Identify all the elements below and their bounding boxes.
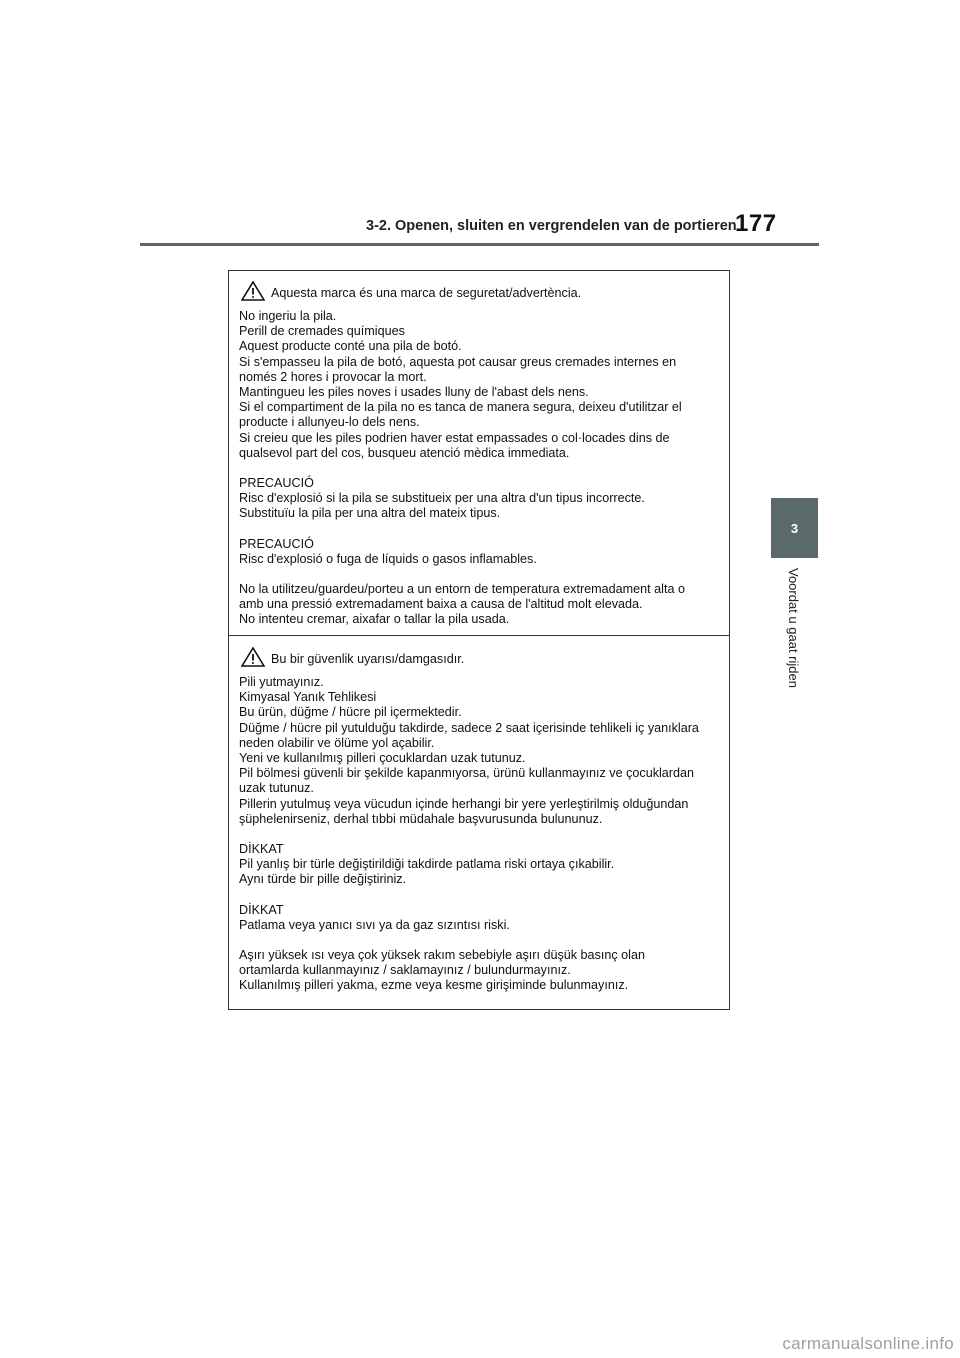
warning-paragraph bbox=[239, 476, 721, 522]
warning-line: Aşırı yüksek ısı veya çok yüksek rakım sebebiyle aşırı düşük basınç olan bbox=[239, 948, 645, 963]
warning-line: qualsevol part del cos, busqueu atenció mèdica immediata. bbox=[239, 445, 570, 460]
warning-triangle-icon bbox=[241, 647, 265, 667]
warning-paragraph bbox=[239, 537, 721, 567]
warning-line: Pili yutmayınız. bbox=[239, 675, 324, 689]
warning-line: Pil bölmesi güvenli bir şekilde kapanmıyorsa, ürünü kullanmayınız ve çocuklardan bbox=[239, 766, 694, 781]
warning-heading bbox=[239, 637, 721, 667]
warning-line: PRECAUCIÓ bbox=[239, 476, 314, 491]
warning-line: només 2 hores i provocar la mort. bbox=[239, 369, 427, 384]
section-title: 3-2. Openen, sluiten en vergrendelen van de portieren bbox=[366, 218, 737, 234]
warning-line: PRECAUCIÓ bbox=[239, 536, 314, 551]
warning-paragraph bbox=[239, 309, 721, 461]
watermark: carmanualsonline.info bbox=[782, 1334, 954, 1353]
warning-line: Pillerin yutulmuş veya vücudun içinde herhangi bir yere yerleştirilmiş olduğundan bbox=[239, 796, 689, 811]
warning-paragraph bbox=[239, 675, 721, 827]
warning-line: Yeni ve kullanılmış pilleri çocuklardan uzak tutunuz. bbox=[239, 751, 526, 766]
warning-line: Perill de cremades químiques bbox=[239, 324, 405, 339]
warning-heading-text: Bu bir güvenlik uyarısı/damgasıdır. bbox=[271, 652, 465, 666]
warning-line: Substituïu la pila per una altra del mateix tipus. bbox=[239, 506, 501, 521]
warning-line: No ingeriu la pila. bbox=[239, 309, 337, 323]
warning-line: Si s'empasseu la pila de botó, aquesta pot causar greus cremades internes en bbox=[239, 354, 677, 369]
warning-paragraph bbox=[239, 582, 721, 628]
chapter-tab: 3 bbox=[771, 498, 818, 558]
page-number: 177 bbox=[735, 210, 777, 237]
warning-triangle-icon bbox=[241, 281, 265, 301]
warning-line: Risc d'explosió si la pila se substitueix per una altra d'un tipus incorrecte. bbox=[239, 491, 645, 506]
header-rule bbox=[140, 243, 819, 246]
warning-line: ortamlarda kullanmayınız / saklamayınız / bulundurmayınız. bbox=[239, 963, 571, 978]
chapter-label: Voordat u gaat rijden bbox=[786, 568, 801, 688]
warning-line: amb una pressió extremadament baixa a causa de l'altitud molt elevada. bbox=[239, 597, 643, 612]
warning-heading-text: Aquesta marca és una marca de seguretat/advertència. bbox=[271, 286, 582, 300]
warning-line: Pil yanlış bir türle değiştirildiği takdirde patlama riski ortaya çıkabilir. bbox=[239, 857, 615, 872]
warning-paragraph bbox=[239, 903, 721, 933]
warning-paragraph bbox=[239, 842, 721, 888]
warning-line: DİKKAT bbox=[239, 902, 284, 917]
warning-line: Mantingueu les piles noves i usades lluny de l'abast dels nens. bbox=[239, 385, 589, 400]
warning-line: Aynı türde bir pille değiştiriniz. bbox=[239, 872, 407, 887]
warning-line: Düğme / hücre pil yutulduğu takdirde, sadece 2 saat içerisinde tehlikeli iç yanıklara bbox=[239, 720, 699, 735]
warning-section-turkish bbox=[229, 637, 729, 1009]
warning-line: Kullanılmış pilleri yakma, ezme veya kesme girişiminde bulunmayınız. bbox=[239, 978, 629, 993]
warning-line: No intenteu cremar, aixafar o tallar la pila usada. bbox=[239, 612, 510, 627]
page-header bbox=[0, 0, 960, 250]
warning-line: Aquest producte conté una pila de botó. bbox=[239, 339, 462, 354]
warning-heading bbox=[239, 271, 721, 301]
warning-line: No la utilitzeu/guardeu/porteu a un entorn de temperatura extremadament alta o bbox=[239, 582, 685, 597]
warning-body bbox=[239, 309, 721, 628]
warning-line: Risc d'explosió o fuga de líquids o gasos inflamables. bbox=[239, 551, 537, 566]
warning-paragraph bbox=[239, 948, 721, 994]
warning-line: DİKKAT bbox=[239, 842, 284, 857]
warning-line: Si el compartiment de la pila no es tanca de manera segura, deixeu d'utilitzar el bbox=[239, 400, 682, 415]
warning-line: uzak tutunuz. bbox=[239, 781, 314, 796]
warning-line: Kimyasal Yanık Tehlikesi bbox=[239, 690, 377, 705]
warning-section-catalan bbox=[229, 271, 729, 636]
warning-line: neden olabilir ve ölüme yol açabilir. bbox=[239, 735, 435, 750]
warning-line: Patlama veya yanıcı sıvı ya da gaz sızıntısı riski. bbox=[239, 917, 510, 932]
warning-box bbox=[228, 270, 730, 1010]
warning-line: Si creieu que les piles podrien haver estat empassades o col·locades dins de bbox=[239, 430, 670, 445]
warning-line: producte i allunyeu-lo dels nens. bbox=[239, 415, 420, 430]
warning-body bbox=[239, 675, 721, 994]
warning-line: Bu ürün, düğme / hücre pil içermektedir. bbox=[239, 705, 462, 720]
warning-line: şüphelenirseniz, derhal tıbbi müdahale başvurusunda bulununuz. bbox=[239, 811, 603, 826]
